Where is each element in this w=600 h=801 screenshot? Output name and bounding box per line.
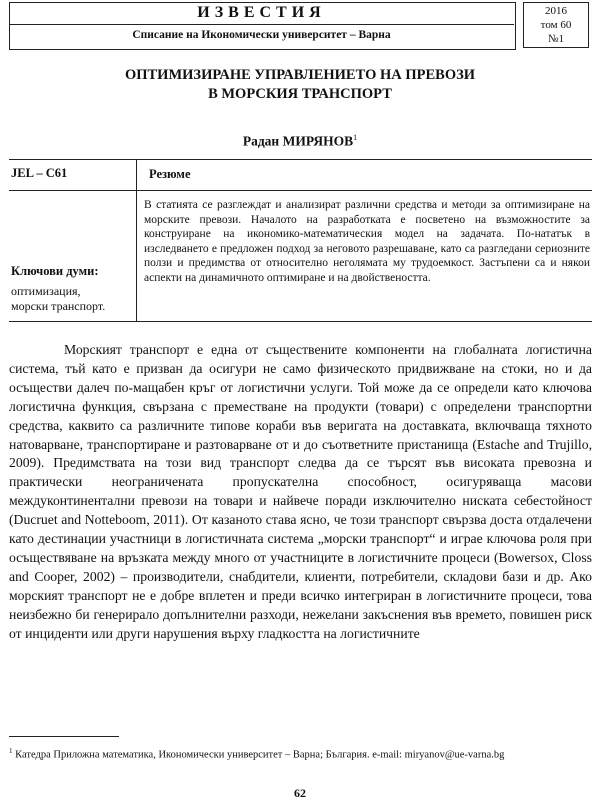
abstract-text: В статията се разглеждат и анализират различни средства и методи за оптимизиране на морските превози. Началото на разработката е посветено на възможностите за конструиране на икономико-математическия модел на задачата. По-нататък в изследването е предложен подход за неговото разрешаване, като са разгледани сериозните ползи и предимства от относително неголямата му трудоемкост. Застъпени са и някои аспекти на динамичното оптимиране и на двойствеността. (144, 199, 590, 284)
abstract-table (9, 159, 592, 322)
article-title (0, 66, 600, 104)
jel-code: JEL – C61 (11, 166, 68, 180)
article-title-line-1: ОПТИМИЗИРАНЕ УПРАВЛЕНИЕТО НА ПРЕВОЗИ (124, 67, 476, 83)
issue-number: №1 (548, 33, 564, 45)
body-paragraph: Морският транспорт е една от съществените компоненти на глобалната логистична система, тъй като е призван да осигури не само физическото придвижване на стоки, но и да осъществи далеч по-мащабен кръг от логистични услуги. Той може да се определи като ключова логистична функция, свързана с преместване на продукти (товари) с определени транспортни средства, каквито са различните типове кораби във веригата на доставката, включваща тяхното натоварване, транспортиране и разтоварване от и до съответните пристанища (Estache and Trujillo, 2009). Предимствата на този вид транспорт следва да се търсят във високата превозна и практически неограничената пропускателна способност, осигуряваща масови междуконтинентални превози на товари и найвече поради изключително ниската себестойност (Ducruet and Notteboom, 2011). От казаното става ясно, че този транспорт свързва доста отдалечени като дестинации участници в логистичната система „морски транспорт“ и играе ключова роля при осъществяване на връзката между много от участниците в логистичните процеси (Bowersox, Closs and Cooper, 2002) – производители, снабдители, клиенти, потребители, складови бази и др. Ако морският транспорт не е добре вплетен и преди всичко интегриран в логистичните процеси, това неизбежно би генерирало допълнителни разходи, нежелани закъснения във времето, повишен риск от инциденти или други нарушения върху гладкостта на логистичните (9, 342, 592, 641)
issue-info-box (523, 2, 589, 48)
journal-name: ИЗВЕСТИЯ (197, 4, 326, 21)
page-number: 62 (294, 786, 306, 800)
issue-year: 2016 (545, 5, 567, 17)
keywords-label: Ключови думи: (11, 264, 99, 278)
abstract-row-divider (9, 190, 592, 191)
abstract-heading: Резюме (149, 167, 191, 181)
journal-header (9, 2, 592, 48)
article-author (0, 133, 600, 150)
footnote (9, 744, 592, 763)
header-divider (9, 24, 514, 25)
author-name: Радан МИРЯНОВ (242, 133, 354, 149)
footnote-rule (9, 736, 119, 737)
journal-subtitle: Списание на Икономически университет – Варна (132, 29, 391, 41)
footnote-mark: 1 (9, 747, 13, 755)
article-title-line-2: В МОРСКИЯ ТРАНСПОРТ (208, 86, 392, 102)
footnote-text: Катедра Приложна математика, Икономически университет – Варна; България. e-mail: miryanov@ue-varna.bg (15, 749, 505, 761)
abstract-column-divider (136, 160, 137, 321)
issue-volume: том 60 (540, 19, 572, 31)
keyword-1: оптимизация, (11, 284, 81, 298)
keyword-2: морски транспорт. (11, 299, 106, 313)
keywords-text (11, 284, 105, 314)
author-footnote-mark: 1 (353, 133, 358, 142)
